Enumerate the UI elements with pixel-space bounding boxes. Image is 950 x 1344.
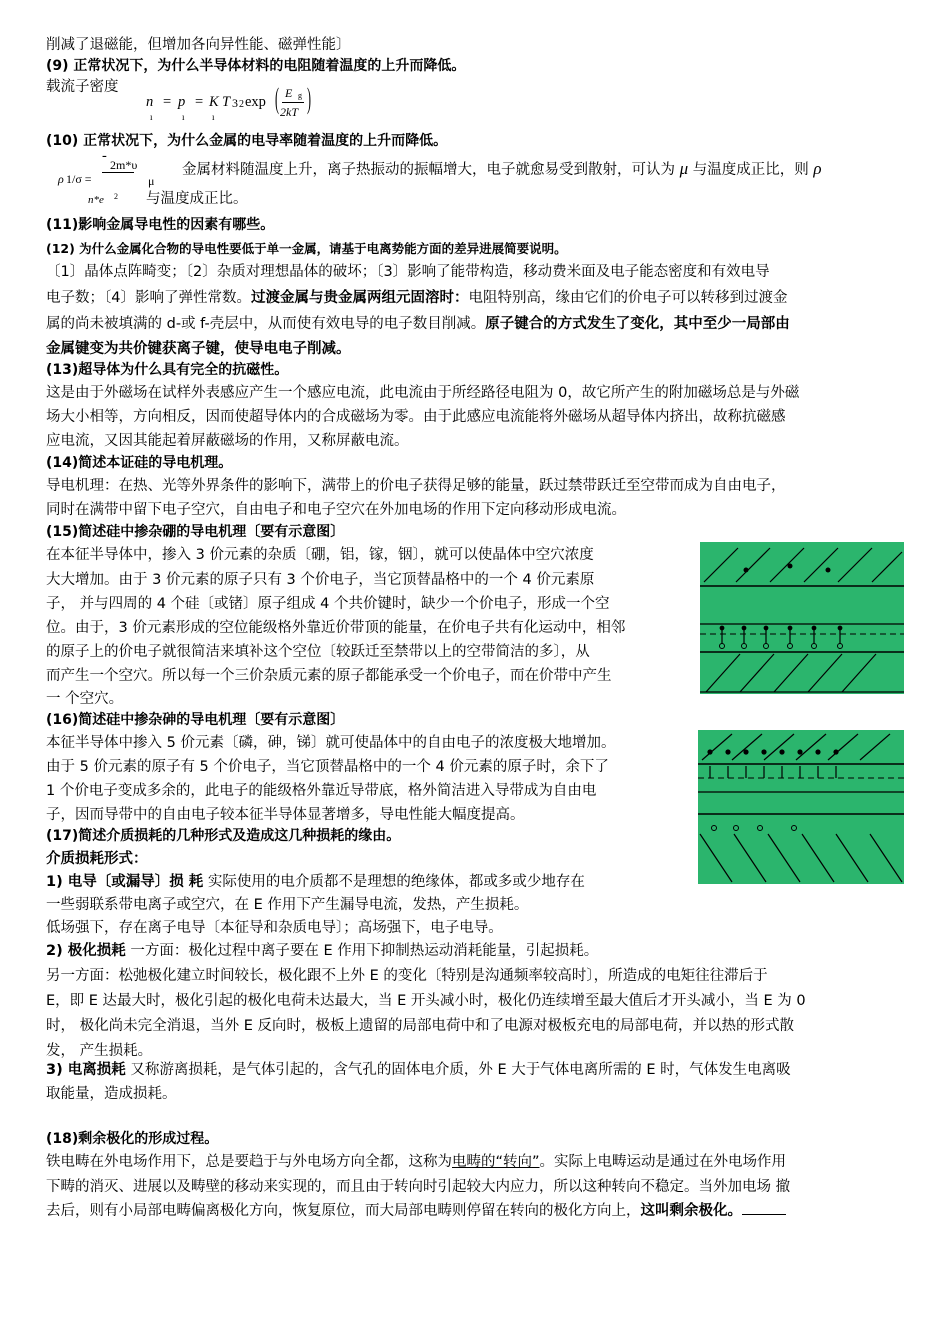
bold-span: 3) 电离损耗 bbox=[46, 1062, 126, 1078]
formula-numerator: E bbox=[285, 86, 293, 100]
bold-span: 1) 电导〔或漏导〕损 耗 bbox=[46, 874, 204, 890]
text-line: 与温度成正比。 bbox=[146, 191, 248, 207]
text-span: 电子数；〔4〕影响了弹性常数。 bbox=[46, 290, 251, 306]
formula-eq: = bbox=[195, 94, 204, 110]
formula-bar: - bbox=[102, 148, 107, 164]
text-line: 一 个空穴。 bbox=[46, 691, 124, 707]
text-span: 属的尚未被填满的 d-或 f-壳层中，从而使有效电导的电子数目削减。 bbox=[46, 316, 486, 332]
formula-numerator: 2m*υ bbox=[110, 158, 138, 172]
formula-subscript: 2 bbox=[239, 99, 244, 110]
question-10-heading: (10) 正常状况下，为什么金属的电导率随着温度的上升而降低。 bbox=[46, 133, 448, 149]
question-12-heading: (12) 为什么金属化合物的导电性要低于单一金属，请基于电离势能方面的差异进展简要说明。 bbox=[46, 241, 567, 256]
text-line: 在本征半导体中，掺入 3 价元素的杂质〔硼，铝，镓，铟〕，就可以使晶体中空穴浓度 bbox=[46, 547, 594, 563]
bold-span: 2) 极化损耗 bbox=[46, 943, 126, 959]
formula-mu: μ bbox=[148, 174, 155, 188]
text-line bbox=[46, 873, 585, 891]
text-span: 与温度成正比，则 bbox=[692, 162, 809, 178]
text-span: 电阻特别高，缘由它们的价电子可以转移到过渡金 bbox=[468, 290, 788, 306]
rho-symbol: ρ bbox=[813, 159, 822, 178]
text-span: 一方面：极化过程中离子要在 E 作用下抑制热运动消耗能量，引起损耗。 bbox=[125, 943, 599, 959]
text-line: 子，因而导带中的自由电子较本征半导体显著增多，导电性能大幅度提高。 bbox=[46, 807, 525, 823]
formula-index: ı bbox=[212, 112, 215, 122]
text-line: 应电流，又因其能起着屏蔽磁场的作用，又称屏蔽电流。 bbox=[46, 433, 409, 449]
text-line: 低场强下，存在离子电导〔本征导和杂质电导〕；高场强下，电子电导。 bbox=[46, 920, 503, 936]
formula-rho: ρ bbox=[58, 172, 64, 186]
text-line: 由于 5 价元素的原子有 5 个价电子，当它顶替晶格中的一个 4 价元素的原子时，余下了 bbox=[46, 759, 609, 775]
text-line: 而产生一个空穴。所以每一个三价杂质元素的原子都能承受一个价电子，而在价带中产生 bbox=[46, 668, 612, 684]
question-14-heading: (14)简述本证硅的导电机理。 bbox=[46, 455, 233, 471]
text-span: 金属材料随温度上升，离子热振动的振幅增大，电子就愈易受到散射，可认为 bbox=[182, 162, 675, 178]
text-line: 本征半导体中掺入 5 价元素〔磷，砷，锑〕就可使晶体中的自由电子的浓度极大地增加。 bbox=[46, 735, 616, 751]
text-span: 又称游离损耗，是气体引起的，含气孔的固体电介质，外 E 大于气体电离所需的 E 时，气体发生电离吸 bbox=[125, 1062, 791, 1078]
text-line: 1 个价电子变成多余的，此电子的能级格外靠近导带底，格外简洁进入导带成为自由电 bbox=[46, 783, 597, 799]
n-type-band-diagram bbox=[698, 730, 904, 884]
question-11-heading: (11)影响金属导电性的因素有哪些。 bbox=[46, 217, 275, 233]
formula-subscript-g: g bbox=[298, 91, 302, 100]
text-line bbox=[182, 160, 822, 179]
text-span: 。实际上电畴运动是通过在外电场作用 bbox=[539, 1154, 787, 1170]
text-line: 子， 并与四周的 4 个硅〔或锗〕原子组成 4 个共价键时，缺少一个价电子，形成一个空 bbox=[46, 596, 610, 612]
formula-denominator: 2kT bbox=[280, 105, 298, 119]
text-line: 载流子密度 bbox=[46, 79, 119, 95]
p-type-band-svg bbox=[700, 542, 904, 694]
electron-dot bbox=[826, 568, 831, 573]
question-13-heading: (13)超导体为什么具有完全的抗磁性。 bbox=[46, 362, 289, 378]
text-line: 大大增加。由于 3 价元素的原子只有 3 个价电子，当它顶替晶格中的一个 4 价元素原 bbox=[46, 572, 595, 588]
text-line bbox=[46, 1202, 786, 1220]
formula-fraction-bar bbox=[102, 172, 134, 173]
electron-dot bbox=[788, 564, 793, 569]
text-line: E，即 E 达最大时，极化引起的极化电荷未达最大，当 E 开头减小时，极化仍连续增至最大值后才开头减小，当 E 为 0 bbox=[46, 993, 806, 1009]
text-span: 去后，则有小局部电畴偏离极化方向，恢复原位，而大局部电畴则停留在转向的极化方向上， bbox=[46, 1203, 641, 1219]
text-line: 削减了退磁能，但增加各向异性能、磁弹性能〕 bbox=[46, 37, 351, 53]
formula-index: ı bbox=[150, 112, 153, 122]
text-line: 的原子上的价电子就很简洁来填补这个空位〔较跃迁至禁带以上的空带简洁的多〕，从 bbox=[46, 644, 590, 660]
text-line: 一些弱联系带电离子或空穴，在 E 作用下产生漏导电流，发热，产生损耗。 bbox=[46, 897, 529, 913]
formula-p: p bbox=[178, 94, 186, 110]
formula-t: T bbox=[222, 94, 231, 110]
n-type-band-svg bbox=[698, 730, 904, 884]
text-line bbox=[46, 1153, 786, 1171]
text-line: 时， 极化尚未完全消退，当外 E 反向时，极板上遗留的局部电荷中和了电源对极板充电的局部电荷，并以热的形式散 bbox=[46, 1018, 794, 1034]
text-line: 介质损耗形式： bbox=[46, 851, 148, 867]
formula-superscript: 2 bbox=[114, 192, 118, 201]
text-line: 发， 产生损耗。 bbox=[46, 1043, 153, 1059]
formula-denominator: n*e bbox=[88, 194, 104, 206]
text-line: 位。由于，3 价元素形成的空位能级格外靠近价带顶的能量，在价电子共有化运动中，相邻 bbox=[46, 620, 626, 636]
question-15-heading: (15)简述硅中掺杂硼的导电机理〔要有示意图〕 bbox=[46, 524, 345, 540]
bold-span: 这叫剩余极化。 bbox=[640, 1203, 742, 1219]
text-line bbox=[46, 289, 787, 307]
formula-n: n bbox=[146, 94, 154, 110]
text-line: 取能量，造成损耗。 bbox=[46, 1086, 177, 1102]
text-line: 〔1〕晶体点阵畸变；〔2〕杂质对理想晶体的破坏；〔3〕影响了能带构造，移动费米面及电子能态密度和有效电导 bbox=[46, 264, 770, 280]
text-line: 下畴的消灭、进展以及畴壁的移动来实现的，而且由于转向时引起较大内应力，所以这种转向不稳定。当外加电场 撤 bbox=[46, 1179, 791, 1195]
underline-blank bbox=[742, 1202, 786, 1215]
question-9-heading: (9) 正常状况下，为什么半导体材料的电阻随着温度的上升而降低。 bbox=[46, 58, 466, 74]
formula-exp: exp bbox=[245, 94, 266, 110]
text-line: 金属键变为共价键获离子键，使导电电子削减。 bbox=[46, 341, 351, 357]
formula-k: K bbox=[209, 94, 219, 110]
formula-one-over-sigma: 1/σ = bbox=[66, 172, 92, 186]
question-16-heading: (16)简述硅中掺杂砷的导电机理〔要有示意图〕 bbox=[46, 712, 345, 728]
text-line: 这是由于外磁场在试样外表感应产生一个感应电流，此电流由于所经路径电阻为 0，故它所产生的附加磁场总是与外磁 bbox=[46, 385, 800, 401]
formula-index: ı bbox=[182, 112, 185, 122]
formula-paren-left: ( bbox=[275, 82, 279, 115]
carrier-density-formula bbox=[146, 82, 316, 132]
text-line bbox=[46, 1061, 791, 1079]
bold-span: 原子键合的方式发生了变化，其中至少一局部由 bbox=[485, 316, 790, 332]
question-18-heading: (18)剩余极化的形成过程。 bbox=[46, 1131, 219, 1147]
text-line bbox=[46, 315, 790, 333]
text-line: 场大小相等，方向相反，因而使超导体内的合成磁场为零。由于此感应电流能将外磁场从超导体内挤出，故称抗磁感 bbox=[46, 409, 786, 425]
text-line: 另一方面：松弛极化建立时间较长，极化跟不上外 E 的变化〔特别是沟通频率较高时〕，所造成的电矩往往滞后于 bbox=[46, 968, 768, 984]
electron-dot bbox=[744, 568, 749, 573]
p-type-band-diagram bbox=[700, 542, 904, 694]
text-line bbox=[46, 942, 598, 960]
underlined-span: 电畴的“转向” bbox=[452, 1154, 540, 1170]
bold-span: 过渡金属与贵金属两组元固溶时： bbox=[250, 290, 469, 306]
text-span: 铁电畴在外电场作用下，总是要趋于与外电场方向全都，这称为 bbox=[46, 1154, 452, 1170]
question-17-heading: (17)简述介质损耗的几种形式及造成这几种损耗的缘由。 bbox=[46, 828, 401, 844]
text-line: 同时在满带中留下电子空穴，自由电子和电子空穴在外加电场的作用下定向移动形成电流。 bbox=[46, 502, 626, 518]
formula-eq: = bbox=[163, 94, 172, 110]
formula-paren-right: ) bbox=[307, 82, 311, 115]
diagram-background bbox=[700, 542, 904, 694]
formula-exponent: 3 bbox=[232, 96, 238, 110]
formula-fraction-bar bbox=[282, 102, 304, 103]
text-span: 实际使用的电介质都不是理想的绝缘体，都或多或少地存在 bbox=[203, 874, 585, 890]
mu-symbol: μ bbox=[679, 159, 689, 178]
text-line: 导电机理：在热、光等外界条件的影响下，满带上的价电子获得足够的能量，跃过禁带跃迁至空带而成为自由电子， bbox=[46, 478, 786, 494]
